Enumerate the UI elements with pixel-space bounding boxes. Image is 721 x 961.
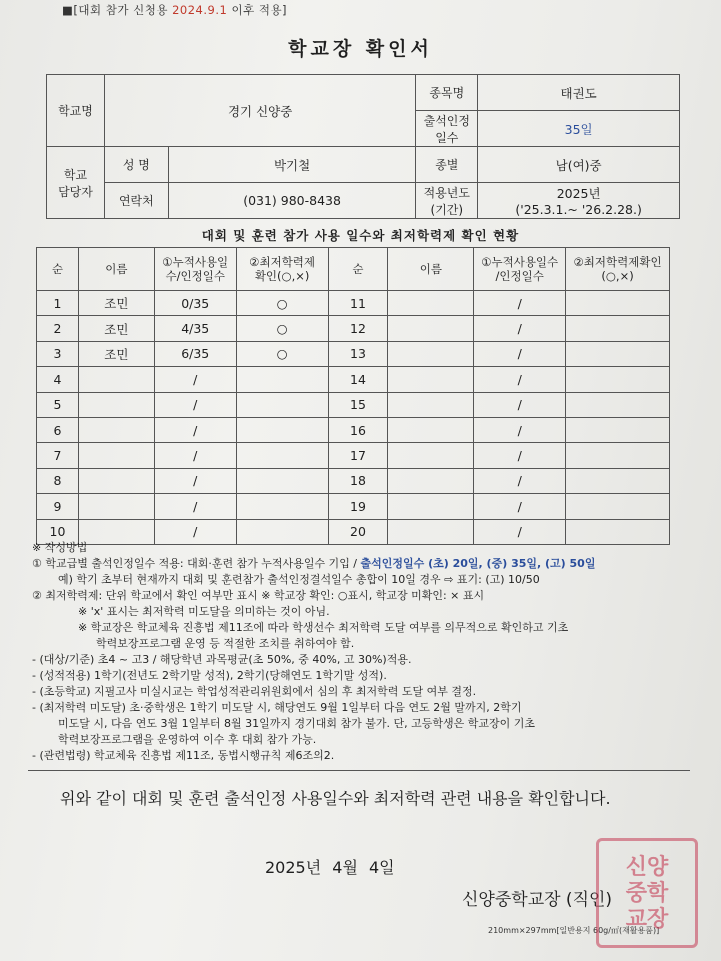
- row-days-right: /: [474, 519, 566, 544]
- header-days-right: ①누적사용일수 /인정일수: [474, 248, 566, 291]
- row-no-right: 20: [328, 519, 388, 544]
- row-no-right: 17: [328, 443, 388, 468]
- note-3: ※ 'x' 표시는 최저학력 미도달을 의미하는 것이 아님.: [78, 605, 330, 618]
- note-1: ① 학교급별 출석인정일수 적용: 대회·훈련 참가 누적사용일수 기입 / 출석인정일수 (초) 20일, (중) 35일, (고) 50일: [32, 557, 596, 570]
- row-no-right: 16: [328, 417, 388, 442]
- event-label: 종목명: [416, 75, 478, 111]
- row-check: [236, 392, 328, 417]
- records-table: [36, 247, 670, 545]
- row-no-right: 11: [328, 291, 388, 316]
- row-check-right: [566, 367, 670, 392]
- table-row: [37, 443, 670, 468]
- row-check-right: [566, 468, 670, 493]
- row-check: [236, 443, 328, 468]
- row-days: 0/35: [154, 291, 236, 316]
- official-seal-stamp: [596, 838, 698, 948]
- table-subtitle: 대회 및 훈련 참가 사용 일수와 최저학력제 확인 현황: [201, 228, 520, 243]
- header-note: ■[대회 참가 신청용 2024.9.1 이후 적용]: [62, 3, 288, 17]
- row-check: [236, 417, 328, 442]
- row-no-right: 13: [328, 341, 388, 366]
- row-check-right: [566, 417, 670, 442]
- row-days: /: [154, 494, 236, 519]
- header-no-right: 순: [328, 248, 388, 291]
- gender-value: 남(여)중: [478, 147, 680, 183]
- principal-signature-line: 신양중학교장 (직인): [462, 890, 613, 910]
- note-8: - (최저학력 미도달) 초·중학생은 1학기 미도달 시, 해당연도 9월 1일부터 다음 연도 2월 말까지, 2학기: [32, 701, 522, 714]
- name-value: 박기철: [168, 147, 416, 183]
- row-days-right: /: [474, 417, 566, 442]
- writing-instructions: [32, 540, 692, 764]
- row-name-right: [388, 443, 474, 468]
- row-no-right: 14: [328, 367, 388, 392]
- row-no: 7: [37, 443, 79, 468]
- gender-label: 종별: [416, 147, 478, 183]
- table-row: [37, 316, 670, 341]
- row-name: [78, 392, 154, 417]
- row-days: /: [154, 443, 236, 468]
- row-days: 4/35: [154, 316, 236, 341]
- paper-spec-note: 210mm×297mm[일반용지 60g/㎡(재활용품)]: [488, 926, 660, 935]
- note-2: ② 최저학력제: 단위 학교에서 확인 여부만 표시 ※ 학교장 확인: ○표시, 학교장 미확인: × 표시: [32, 589, 485, 602]
- row-name: [78, 494, 154, 519]
- seal-line: 신양: [625, 854, 669, 880]
- table-row: [37, 417, 670, 442]
- school-label: 학교명: [47, 75, 105, 147]
- note-8-cont: 미도달 시, 다음 연도 3월 1일부터 8월 31일까지 경기대회 참가 불가. 단, 고등학생은 학교장이 기초: [58, 717, 535, 730]
- row-days-right: /: [474, 316, 566, 341]
- row-name-right: [388, 468, 474, 493]
- row-no: 3: [37, 341, 79, 366]
- phone-value: (031) 980-8438: [168, 183, 416, 219]
- table-row: [37, 367, 670, 392]
- seal-line: 중학: [625, 880, 669, 906]
- row-days: /: [154, 367, 236, 392]
- row-check: ○: [236, 316, 328, 341]
- row-no-right: 18: [328, 468, 388, 493]
- row-name: [78, 443, 154, 468]
- note-9: - (관련법령) 학교체육 진흥법 제11조, 동법시행규칙 제6조의2.: [32, 749, 335, 762]
- note-6: - (성적적용) 1학기(전년도 2학기말 성적), 2학기(당해연도 1학기말 성적).: [32, 669, 387, 682]
- row-days-right: /: [474, 443, 566, 468]
- row-name: 조민: [78, 291, 154, 316]
- divider: [28, 770, 690, 771]
- row-name-right: [388, 494, 474, 519]
- note-8-cont-2: 학력보장프로그램을 운영하여 이수 후 대회 참가 가능.: [58, 733, 317, 746]
- row-no: 2: [37, 316, 79, 341]
- row-no: 4: [37, 367, 79, 392]
- attendance-label: 출석인정 일수: [416, 111, 478, 147]
- event-value: 태권도: [478, 75, 680, 111]
- row-check-right: [566, 316, 670, 341]
- document-title: 학교장 확인서: [288, 38, 433, 60]
- row-no: 10: [37, 519, 79, 544]
- year-value: 2025년 ('25.3.1.~ '26.2.28.): [478, 183, 680, 219]
- note-4-cont: 학력보장프로그램 운영 등 적절한 조치를 취하여야 함.: [96, 637, 355, 650]
- row-days: /: [154, 519, 236, 544]
- row-check: ○: [236, 291, 328, 316]
- row-days: /: [154, 417, 236, 442]
- notes-heading: ※ 작성방법: [32, 541, 88, 554]
- confirmation-text: 위와 같이 대회 및 훈련 출석인정 사용일수와 최저학력 관련 내용을 확인합니다.: [60, 789, 611, 808]
- row-check-right: [566, 443, 670, 468]
- sign-date: 2025년 4월 4일: [265, 858, 395, 877]
- row-name: [78, 417, 154, 442]
- seal-line: 교장: [625, 906, 669, 932]
- row-name: [78, 367, 154, 392]
- row-no: 5: [37, 392, 79, 417]
- table-row: [37, 291, 670, 316]
- table-row: [37, 341, 670, 366]
- row-name-right: [388, 316, 474, 341]
- school-value: 경기 신양중: [104, 75, 415, 147]
- row-check-right: [566, 291, 670, 316]
- row-days: 6/35: [154, 341, 236, 366]
- row-check: [236, 494, 328, 519]
- row-no: 8: [37, 468, 79, 493]
- row-days-right: /: [474, 367, 566, 392]
- row-days-right: /: [474, 468, 566, 493]
- row-check: ○: [236, 341, 328, 366]
- table-header-row: [37, 248, 670, 291]
- attendance-value: 35일: [478, 111, 680, 147]
- row-check-right: [566, 341, 670, 366]
- note-7: - (초등학교) 지필고사 미실시교는 학업성적관리위원회에서 심의 후 최저학력 도달 여부 결정.: [32, 685, 477, 698]
- header-name: 이름: [78, 248, 154, 291]
- info-table: [46, 74, 680, 219]
- row-days-right: /: [474, 341, 566, 366]
- header-grade-check: ②최저학력제 확인(○,×): [236, 248, 328, 291]
- row-name-right: [388, 341, 474, 366]
- row-days-right: /: [474, 392, 566, 417]
- row-name: [78, 468, 154, 493]
- row-name-right: [388, 291, 474, 316]
- row-name-right: [388, 367, 474, 392]
- table-row: [37, 392, 670, 417]
- row-name: 조민: [78, 341, 154, 366]
- row-no-right: 19: [328, 494, 388, 519]
- header-days: ①누적사용일 수/인정일수: [154, 248, 236, 291]
- row-check: [236, 367, 328, 392]
- row-no: 9: [37, 494, 79, 519]
- header-no: 순: [37, 248, 79, 291]
- row-check: [236, 468, 328, 493]
- row-check-right: [566, 494, 670, 519]
- phone-label: 연락처: [104, 183, 168, 219]
- header-name-right: 이름: [388, 248, 474, 291]
- row-days-right: /: [474, 291, 566, 316]
- row-days: /: [154, 468, 236, 493]
- name-label: 성 명: [104, 147, 168, 183]
- note-5: - (대상/기준) 초4 ~ 고3 / 해당학년 과목평균(초 50%, 중 40%, 고 30%)적용.: [32, 653, 412, 666]
- note-4: ※ 학교장은 학교체육 진흥법 제11조에 따라 학생선수 최저학력 도달 여부를 의무적으로 확인하고 기초: [78, 621, 569, 634]
- row-check-right: [566, 392, 670, 417]
- row-name-right: [388, 392, 474, 417]
- table-row: [37, 468, 670, 493]
- row-no-right: 15: [328, 392, 388, 417]
- row-name-right: [388, 417, 474, 442]
- row-days-right: /: [474, 494, 566, 519]
- row-no: 6: [37, 417, 79, 442]
- note-1-example: 예) 학기 초부터 현재까지 대회 및 훈련참가 출석인정결석일수 총합이 10일 경우 ⇨ 표기: (고) 10/50: [58, 573, 540, 586]
- row-no-right: 12: [328, 316, 388, 341]
- header-grade-check-right: ②최저학력제확인(○,×): [566, 248, 670, 291]
- contact-label: 학교 담당자: [47, 147, 105, 219]
- row-name: 조민: [78, 316, 154, 341]
- table-row: [37, 494, 670, 519]
- row-no: 1: [37, 291, 79, 316]
- row-days: /: [154, 392, 236, 417]
- year-label: 적용년도 (기간): [416, 183, 478, 219]
